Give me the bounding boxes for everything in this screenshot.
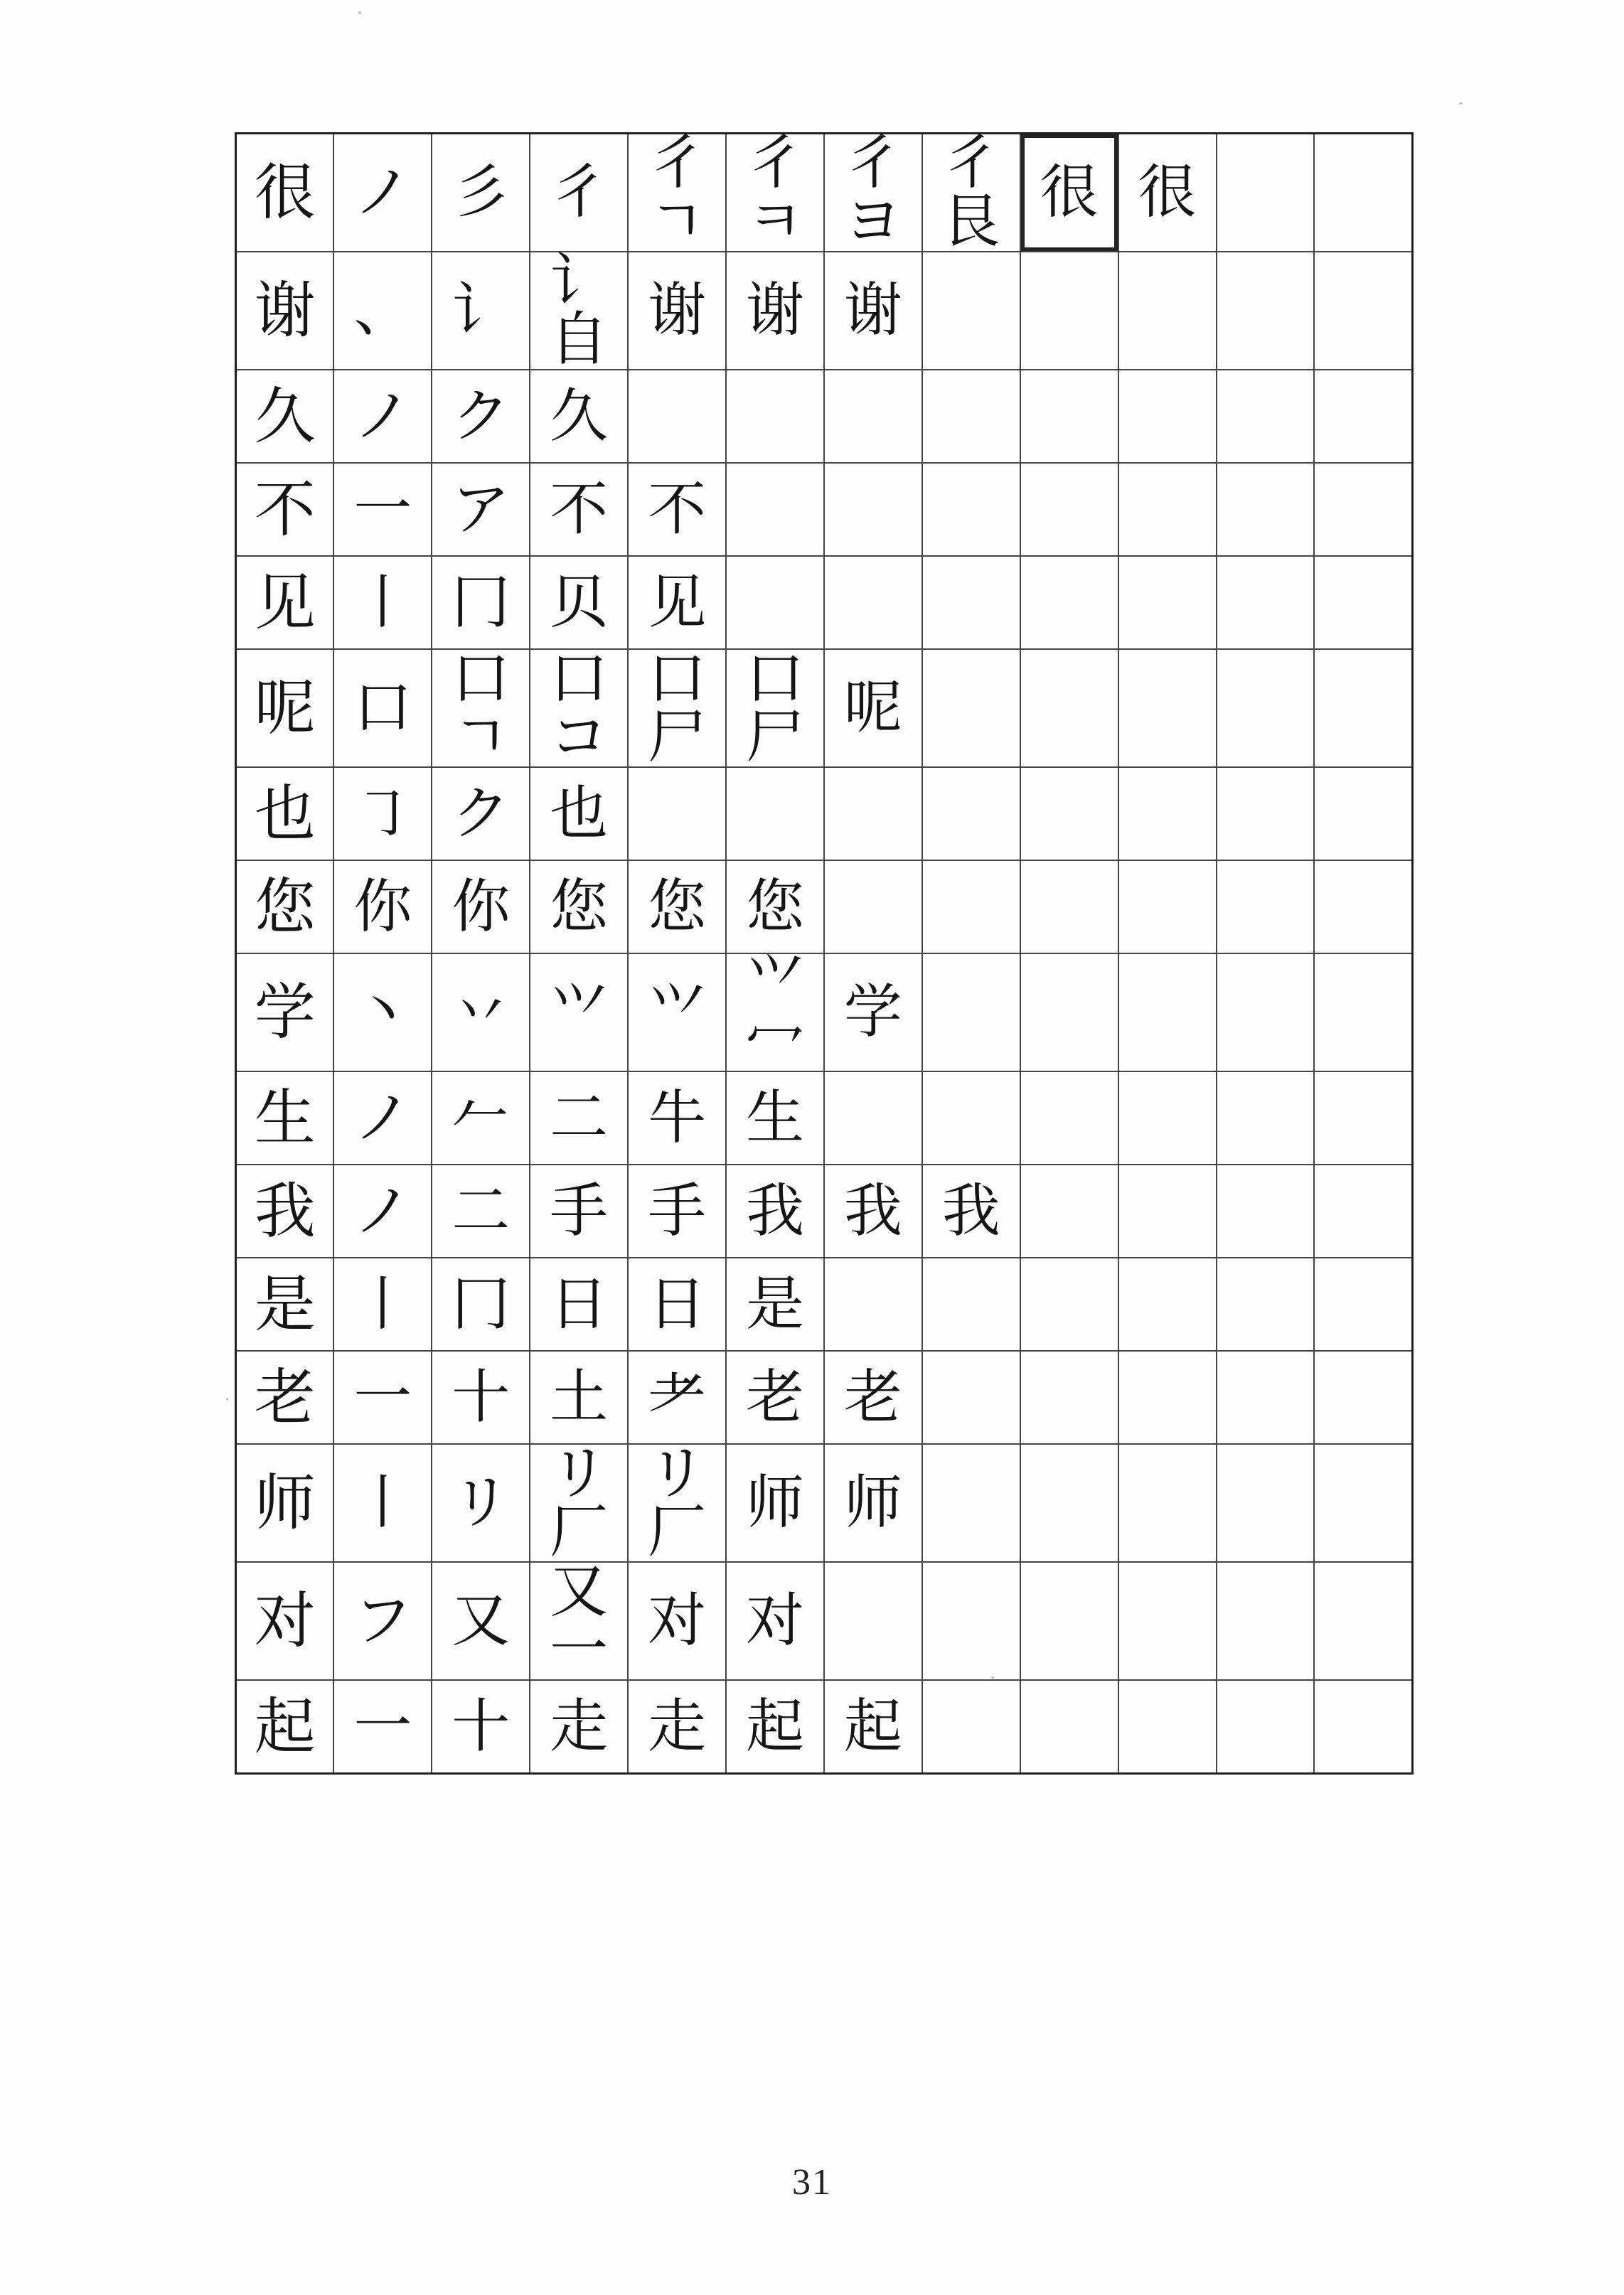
stroke-step: 是 [726,1258,824,1351]
head-character: 是 [236,1258,334,1351]
stroke-step: 丷 [432,953,530,1071]
stroke-step: 日 [628,1258,726,1351]
practice-cell [922,767,1020,860]
practice-cell [726,463,824,556]
stroke-step: ㇆ [333,767,432,860]
head-character: 您 [236,860,334,953]
practice-cell [1118,767,1217,860]
stroke-step: 十 [432,1680,530,1774]
stroke-step: 师 [824,1444,922,1562]
practice-cell [1217,1071,1315,1165]
practice-cell [1118,1071,1217,1165]
practice-cell [1314,370,1412,463]
stroke-step: 十 [432,1351,530,1444]
stroke-step: 您 [628,860,726,953]
practice-cell [1118,370,1217,463]
head-character: 也 [236,767,334,860]
practice-cell [1314,1258,1412,1351]
stroke-step: 口コ [530,649,628,767]
practice-cell [1314,463,1412,556]
practice-cell [1020,1071,1118,1165]
practice-cell [1314,953,1412,1071]
practice-cell [922,649,1020,767]
stroke-step: 生 [726,1071,824,1165]
practice-cell [1314,1562,1412,1680]
stroke-step: 你 [432,860,530,953]
stroke-step: フ [333,1562,432,1680]
practice-cell [922,1444,1020,1562]
stroke-step: 彳 [530,134,628,252]
grid-row [236,463,1413,556]
stroke-step: 冂 [432,1258,530,1351]
stroke-step: 讠自 [530,252,628,370]
practice-cell [1020,953,1118,1071]
stroke-step: 耂 [628,1351,726,1444]
practice-cell [1217,1165,1315,1258]
practice-cell [628,767,726,860]
stroke-step: リ [432,1444,530,1562]
stroke-step: ア [432,463,530,556]
stroke-step: 起 [824,1680,922,1774]
stroke-step: 学 [824,953,922,1071]
stroke-step: ノ [333,134,432,252]
stroke-step: 一 [333,463,432,556]
practice-cell [1118,1258,1217,1351]
stroke-step: 我 [726,1165,824,1258]
head-character: 起 [236,1680,334,1774]
practice-cell [1020,1680,1118,1774]
stroke-step: 丨 [333,1258,432,1351]
practice-cell [1314,1444,1412,1562]
stroke-step: ノ [333,1071,432,1165]
practice-cell [922,1351,1020,1444]
practice-cell [1118,1562,1217,1680]
stroke-step: 起 [726,1680,824,1774]
stroke-step: ⺍ [530,953,628,1071]
practice-cell [922,953,1020,1071]
stroke-step: 一 [333,1351,432,1444]
stroke-step: 冂 [432,556,530,649]
stroke-step: ノ [333,1165,432,1258]
practice-cell [1314,556,1412,649]
stroke-step: 也 [530,767,628,860]
stroke-step: 口 [333,649,432,767]
stroke-step: 你 [333,860,432,953]
practice-cell [1217,1680,1315,1774]
practice-cell [1314,134,1412,252]
head-character: 老 [236,1351,334,1444]
stroke-step: ク [432,767,530,860]
stroke-step: 二 [530,1071,628,1165]
page-number: 31 [792,2162,832,2203]
stroke-step: 又 [432,1562,530,1680]
practice-cell [1020,1165,1118,1258]
stroke-step: 口尸 [726,649,824,767]
practice-cell [1217,1351,1315,1444]
practice-cell [1217,649,1315,767]
practice-cell [1020,1258,1118,1351]
stroke-step: 您 [726,860,824,953]
head-character: 对 [236,1562,334,1680]
practice-cell [922,556,1020,649]
practice-cell [726,556,824,649]
stroke-step: 贝 [530,556,628,649]
practice-cell [1020,1562,1118,1680]
practice-cell [726,767,824,860]
practice-cell [1118,860,1217,953]
practice-cell [1314,1680,1412,1774]
grid-row [236,1258,1413,1351]
practice-cell [824,860,922,953]
stroke-step: 呢 [824,649,922,767]
stroke-step: 牛 [628,1071,726,1165]
stroke-step: 丶 [333,953,432,1071]
practice-cell [628,370,726,463]
grid-row [236,1351,1413,1444]
practice-cell [922,860,1020,953]
practice-cell [1314,1165,1412,1258]
practice-cell [824,1562,922,1680]
practice-cell [922,252,1020,370]
scan-speck [358,11,361,14]
head-character: 学 [236,953,334,1071]
stroke-step: 彳ヨ [824,134,922,252]
stroke-step: ク [432,370,530,463]
stroke-step: 您 [530,860,628,953]
grid-row [236,1680,1413,1774]
stroke-step: ⺍ [628,953,726,1071]
practice-cell [1217,767,1315,860]
stroke-step: 走 [628,1680,726,1774]
practice-cell [1314,767,1412,860]
practice-cell [1314,860,1412,953]
practice-cell [1020,463,1118,556]
grid-row [236,1444,1413,1562]
head-character: 不 [236,463,334,556]
practice-cell [824,370,922,463]
practice-cell [1314,252,1412,370]
head-character: 很 [236,134,334,252]
stroke-step: 走 [530,1680,628,1774]
practice-cell [824,556,922,649]
practice-cell [922,463,1020,556]
stroke-step: 手 [628,1165,726,1258]
stroke-step: 口ㄱ [432,649,530,767]
stroke-step: リ厂 [628,1444,726,1562]
practice-cell [824,767,922,860]
grid-row [236,767,1413,860]
stroke-step: リ厂 [530,1444,628,1562]
practice-cell [1217,1562,1315,1680]
practice-cell [1020,252,1118,370]
stroke-step: 土 [530,1351,628,1444]
stroke-step: 彳ㄱ [628,134,726,252]
head-character: 谢 [236,252,334,370]
practice-cell [1314,1071,1412,1165]
practice-cell [1118,649,1217,767]
stroke-step: 谢 [726,252,824,370]
practice-cell [1020,556,1118,649]
practice-cell [1217,370,1315,463]
practice-cell [1020,860,1118,953]
head-character: 见 [236,556,334,649]
stroke-step: 谢 [824,252,922,370]
grid-row [236,252,1413,370]
practice-cell [824,1071,922,1165]
practice-cell [1217,953,1315,1071]
stroke-step: 、 [333,252,432,370]
stroke-step: 不 [628,463,726,556]
practice-cell [1217,1444,1315,1562]
stroke-step: 我 [824,1165,922,1258]
stroke-order-grid-body [236,129,1413,1774]
stroke-step: 老 [726,1351,824,1444]
stroke-step: 久 [530,370,628,463]
head-character: 久 [236,370,334,463]
scan-speck [226,1398,228,1401]
practice-cell [1020,767,1118,860]
grid-row [236,556,1413,649]
grid-row [236,1071,1413,1165]
practice-cell [922,1562,1020,1680]
practice-cell [1314,1351,1412,1444]
stroke-step: 一 [333,1680,432,1774]
stroke-step: 彳ㅋ [726,134,824,252]
stroke-step: 丨 [333,1444,432,1562]
practice-cell [824,463,922,556]
grid-row [236,953,1413,1071]
head-character: 生 [236,1071,334,1165]
practice-cell [1217,463,1315,556]
stroke-step: 见 [628,556,726,649]
stroke-step: 老 [824,1351,922,1444]
practice-cell [1217,134,1315,252]
stroke-step: ⺍冖 [726,953,824,1071]
stroke-step: 讠 [432,252,530,370]
practice-cell [1020,1351,1118,1444]
grid-row [236,134,1413,252]
practice-cell [1118,556,1217,649]
practice-cell [1118,252,1217,370]
practice-cell [1118,463,1217,556]
stroke-step: 𠂉 [432,1071,530,1165]
head-character: 我 [236,1165,334,1258]
stroke-step: 口尸 [628,649,726,767]
practice-cell [922,1071,1020,1165]
practice-cell [1020,1444,1118,1562]
stroke-step: 丨 [333,556,432,649]
grid-row [236,1165,1413,1258]
stroke-step: 很 [1118,134,1217,252]
practice-cell [1020,649,1118,767]
practice-cell [1217,860,1315,953]
stroke-step: 谢 [628,252,726,370]
stroke-step: 师 [726,1444,824,1562]
grid-row [236,860,1413,953]
grid-row [236,649,1413,767]
head-character: 师 [236,1444,334,1562]
stroke-step: 对 [726,1562,824,1680]
stroke-step: ノ [333,370,432,463]
practice-cell [1314,649,1412,767]
practice-cell [922,370,1020,463]
stroke-step: 彡 [432,134,530,252]
stroke-step: 又一 [530,1562,628,1680]
stroke-step: 我 [922,1165,1020,1258]
stroke-step: 彳艮 [922,134,1020,252]
grid-row [236,370,1413,463]
grid-row [236,1562,1413,1680]
practice-cell [1118,1680,1217,1774]
practice-cell [1118,1351,1217,1444]
practice-cell [1020,370,1118,463]
practice-cell [1118,953,1217,1071]
stroke-order-grid [235,129,1414,1775]
practice-cell [726,370,824,463]
practice-cell [1217,556,1315,649]
stroke-step: 二 [432,1165,530,1258]
practice-cell [1217,1258,1315,1351]
scan-speck [1459,102,1463,105]
stroke-step: 很 [1020,134,1118,252]
practice-cell [922,1258,1020,1351]
practice-cell [1118,1444,1217,1562]
stroke-step: 不 [530,463,628,556]
practice-cell [922,1680,1020,1774]
stroke-step: 对 [628,1562,726,1680]
practice-cell [1217,252,1315,370]
practice-cell [1118,1165,1217,1258]
head-character: 呢 [236,649,334,767]
practice-cell [824,1258,922,1351]
stroke-step: 手 [530,1165,628,1258]
stroke-step: 日 [530,1258,628,1351]
